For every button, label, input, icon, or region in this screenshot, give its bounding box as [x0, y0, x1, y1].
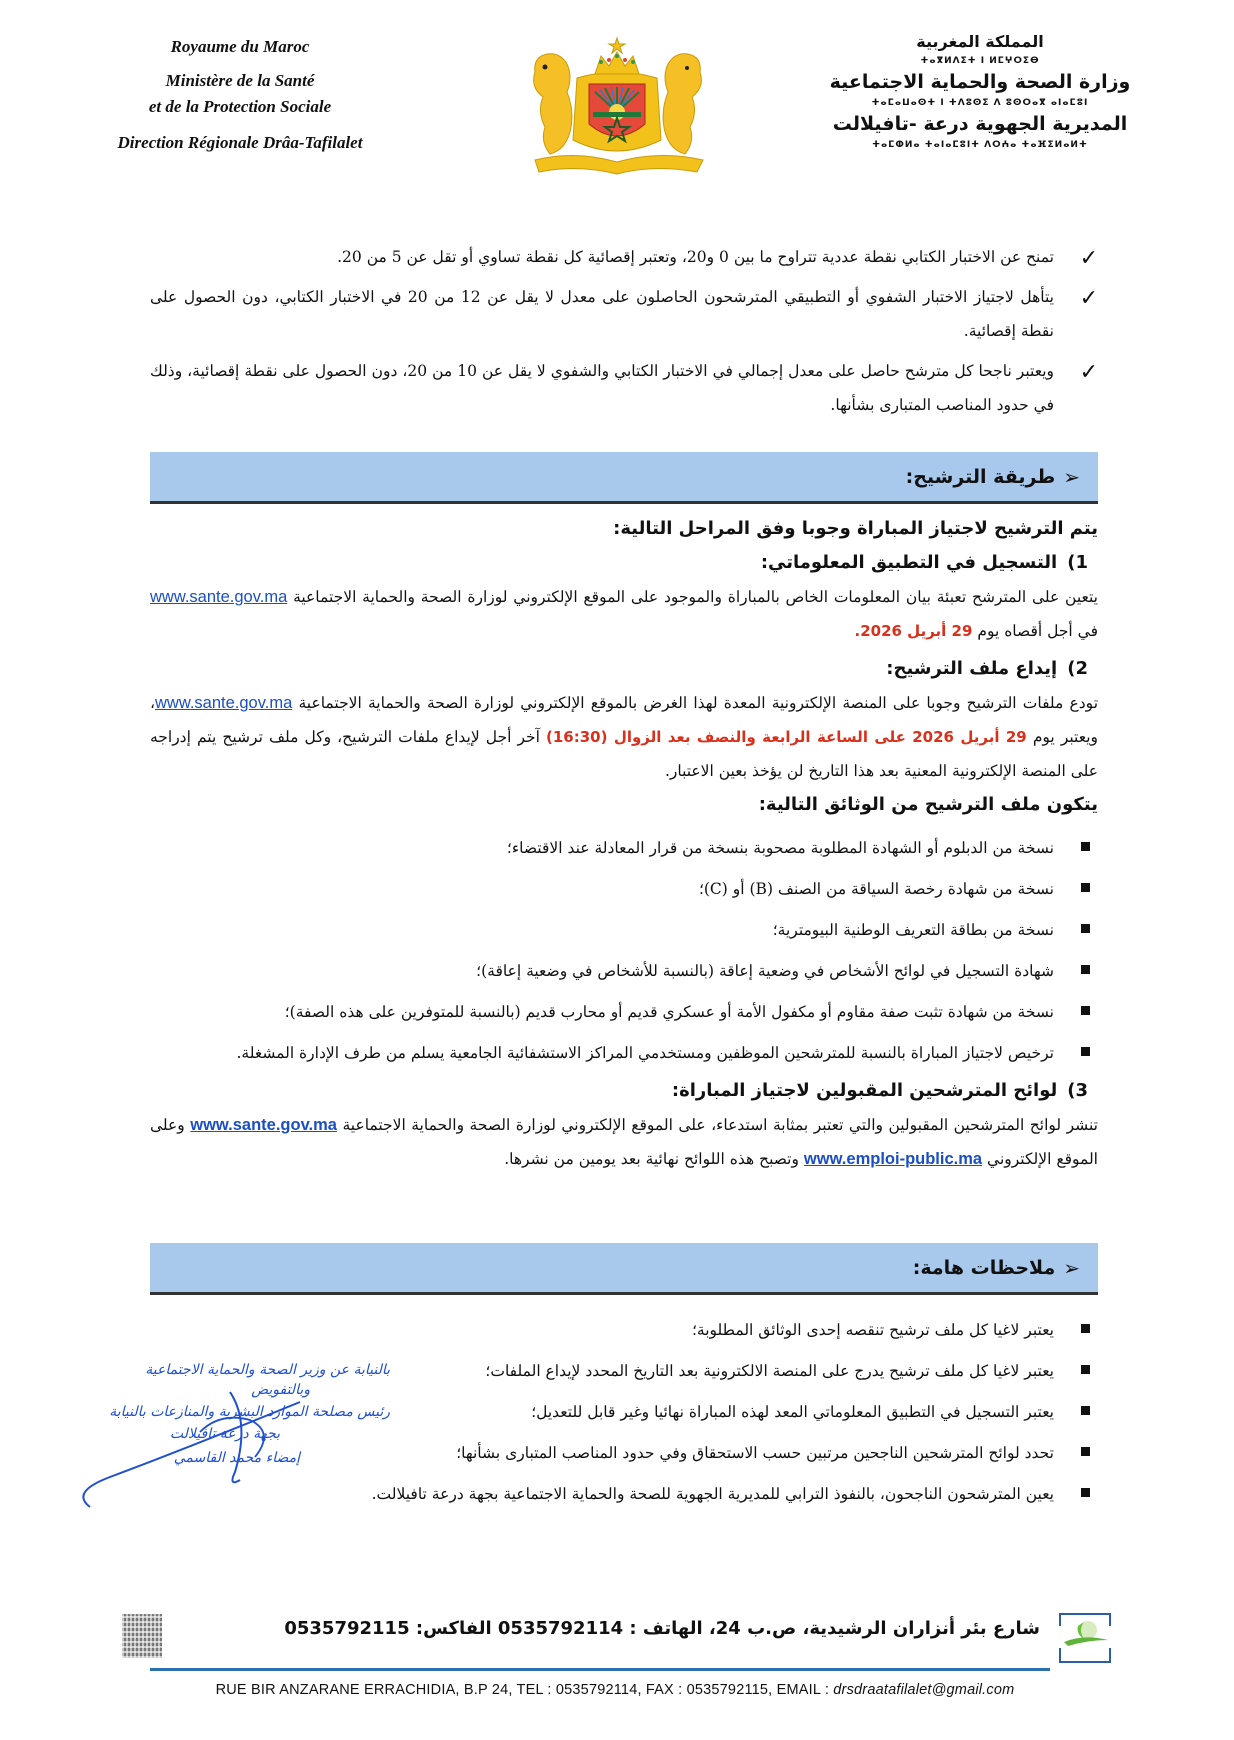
section-title: ملاحظات هامة:	[912, 1256, 1056, 1279]
footer-divider	[150, 1668, 1050, 1671]
step-label: إيداع ملف الترشيح:	[886, 658, 1058, 679]
criteria-text: ويعتبر ناجحا كل مترشح حاصل على معدل إجمالي في الاختبار الكتابي والشفوي لا يقل عن 10 من 20، دون الحصول على نقطة إقصائية، وذلك في حدود المناصب المتبارى بشأنها.	[150, 362, 1054, 414]
checkmark-icon: ✓	[1079, 360, 1098, 385]
note-text: يعين المترشحون الناجحون، بالنفوذ الترابي للمديرية الجهوية للصحة والحماية الاجتماعية بجهة درعة تافيلالت.	[371, 1485, 1054, 1503]
square-bullet-icon	[1081, 1488, 1090, 1497]
header-french	[60, 34, 420, 156]
document-text: نسخة من بطاقة التعريف الوطنية البيومترية؛	[772, 921, 1054, 939]
criteria-item	[150, 280, 1098, 348]
arrow-icon: ➢	[1063, 464, 1080, 489]
document-item	[150, 869, 1098, 910]
criteria-list	[150, 240, 1098, 428]
footer-address-text: RUE BIR ANZARANE ERRACHIDIA, B.P 24, TEL : 0535792114, FAX : 0535792115, EMAIL :	[215, 1682, 830, 1698]
square-bullet-icon	[1081, 1365, 1090, 1374]
kingdom-name-ar: المملكة المغربية	[916, 32, 1044, 51]
paragraph-text: وتصبح هذه اللوائح نهائية بعد يومين من نشرها.	[504, 1150, 799, 1168]
checkmark-icon: ✓	[1079, 246, 1098, 271]
direction-name-fr: Direction Régionale Drâa-Tafilalet	[117, 133, 363, 152]
paragraph-text: ، ويعتبر يوم	[150, 694, 1099, 746]
step-3-title	[150, 1074, 1098, 1108]
header-arabic	[800, 30, 1160, 152]
deadline-date: 29 أبريل 2026.	[854, 622, 973, 640]
square-bullet-icon	[1081, 842, 1090, 851]
signature-line: إمضاء محمد القاسمي	[173, 1450, 300, 1466]
sante-link[interactable]: www.sante.gov.ma	[155, 694, 293, 712]
signature-line: بالنيابة عن وزير الصحة والحماية الاجتماعية	[145, 1362, 390, 1378]
document-text: ترخيص لاجتياز المباراة بالنسبة للمترشحين الموظفين ومستخدمي المراكز الاستشفائية الجامعية يسلم من طرف الإدارة المشغلة.	[236, 1044, 1054, 1062]
paragraph-text: تنشر لوائح المترشحين المقبولين والتي تعتبر بمثابة استدعاء، على الموقع الإلكتروني لوزارة الصحة والحماية الاجتماعية	[342, 1116, 1098, 1134]
square-bullet-icon	[1081, 924, 1090, 933]
step-label: لوائح المترشحين المقبولين لاجتياز المباراة:	[671, 1080, 1058, 1101]
step-3-text	[150, 1108, 1098, 1176]
step-label: التسجيل في التطبيق المعلوماتي:	[760, 552, 1058, 573]
kingdom-name-tifinagh: ⵜⴰⴳⵍⴷⵉⵜ ⵏ ⵍⵎⵖⵔⵉⴱ	[920, 56, 1040, 66]
sante-link[interactable]: www.sante.gov.ma	[150, 588, 288, 606]
step-number: 1)	[1067, 552, 1088, 573]
ministry-logo-icon	[1058, 1612, 1112, 1664]
checkmark-icon: ✓	[1079, 286, 1098, 311]
document-text: نسخة من شهادة تثبت صفة مقاوم أو مكفول الأمة أو عسكري قديم أو محارب قديم (بالنسبة للمتوفرين على هذه الصفة)؛	[284, 1003, 1054, 1021]
handwritten-signature-icon	[50, 1362, 390, 1512]
paragraph-text: وعلى الموقع الإلكتروني	[150, 1116, 1098, 1168]
note-text: يعتبر التسجيل في التطبيق المعلوماتي المعد لهذه المباراة نهائيا وغير قابل للتعديل؛	[531, 1403, 1054, 1421]
kingdom-name-fr: Royaume du Maroc	[170, 37, 310, 56]
step-1-text	[150, 580, 1098, 648]
method-intro: يتم الترشيح لاجتياز المباراة وجوبا وفق المراحل التالية:	[613, 518, 1098, 539]
step-2-text	[150, 686, 1098, 788]
arrow-icon: ➢	[1063, 1255, 1080, 1280]
ministry-name-fr-2: et de la Protection Sociale	[148, 97, 332, 116]
criteria-item	[150, 240, 1098, 274]
section-header-method	[150, 452, 1098, 504]
criteria-text: تمنح عن الاختبار الكتابي نقطة عددية تتراوح ما بين 0 و20، وتعتبر إقصائية كل نقطة تساوي أو تقل عن 5 من 20.	[337, 248, 1054, 266]
note-text: يعتبر لاغيا كل ملف ترشيح يدرج على المنصة الالكترونية بعد التاريخ المحدد لإيداع الملفات؛	[485, 1362, 1054, 1380]
paragraph-text: تودع ملفات الترشيح وجوبا على المنصة الإلكترونية المعدة لهذا الغرض بالموقع الإلكتروني لوزارة الصحة والحماية الاجتماعية	[298, 694, 1099, 712]
step-number: 3)	[1067, 1080, 1088, 1101]
ministry-name-ar: وزارة الصحة والحماية الاجتماعية	[829, 71, 1131, 93]
signature-stamp	[50, 1362, 390, 1512]
square-bullet-icon	[1081, 1406, 1090, 1415]
direction-name-ar: المديرية الجهوية درعة -تافيلالت	[832, 113, 1128, 135]
square-bullet-icon	[1081, 1447, 1090, 1456]
document-item	[150, 951, 1098, 992]
direction-name-tifinagh: ⵜⴰⵎⵀⵍⴰ ⵜⴰⵏⴰⵎⵓⵏⵜ ⴷⵔⵄⴰ ⵜⴰⴼⵉⵍⴰⵍⵜ	[872, 140, 1088, 150]
square-bullet-icon	[1081, 1324, 1090, 1333]
footer-address-ar: شارع بئر أنزاران الرشيدية، ص.ب 24، الهاتف : 0535792114 الفاكس: 0535792115	[284, 1618, 1040, 1639]
note-text: تحدد لوائح المترشحين الناجحين مرتبين حسب الاستحقاق وفي حدود المناصب المتبارى بشأنها؛	[456, 1444, 1054, 1462]
documents-title: يتكون ملف الترشيح من الوثائق التالية:	[758, 794, 1098, 815]
documents-list	[150, 828, 1098, 1074]
qr-code-icon	[122, 1614, 162, 1658]
method-body	[150, 512, 1098, 1176]
square-bullet-icon	[1081, 965, 1090, 974]
emploi-public-link[interactable]: www.emploi-public.ma	[803, 1150, 983, 1168]
footer-email[interactable]: drsdraatafilalet@gmail.com	[833, 1682, 1015, 1698]
document-text: شهادة التسجيل في لوائح الأشخاص في وضعية إعاقة (بالنسبة للأشخاص في وضعية إعاقة)؛	[476, 962, 1054, 980]
square-bullet-icon	[1081, 1006, 1090, 1015]
document-item	[150, 910, 1098, 951]
document-item	[150, 1033, 1098, 1074]
ministry-name-fr-1: Ministère de la Santé	[165, 71, 315, 90]
paragraph-text: آخر أجل لإيداع ملفات الترشيح، وكل ملف ترشيح يتم إدراجه على المنصة الإلكترونية المعنية بعد هذا التاريخ لن يؤخذ بعين الاعتبار.	[150, 728, 1098, 780]
signature-line: بجهة درعة تافيلالت	[169, 1426, 280, 1442]
document-item	[150, 992, 1098, 1033]
coat-of-arms-icon	[515, 32, 720, 182]
square-bullet-icon	[1081, 883, 1090, 892]
paragraph-text: يتعين على المترشح تعبئة بيان المعلومات الخاص بالمباراة والموجود على الموقع الإلكتروني لوزارة الصحة والحماية الاجتماعية	[293, 588, 1098, 606]
ministry-name-tifinagh: ⵜⴰⵎⴰⵡⴰⵙⵜ ⵏ ⵜⴷⵓⵙⵉ ⴷ ⵓⵙⵔⴰⴳ ⴰⵏⴰⵎⵓⵏ	[871, 98, 1089, 108]
note-item	[150, 1310, 1098, 1351]
footer-address-fr	[110, 1682, 1120, 1698]
step-number: 2)	[1067, 658, 1088, 679]
square-bullet-icon	[1081, 1047, 1090, 1056]
paragraph-text: في أجل أقصاه يوم	[977, 622, 1098, 640]
section-header-notes	[150, 1243, 1098, 1295]
note-text: يعتبر لاغيا كل ملف ترشيح تنقصه إحدى الوثائق المطلوبة؛	[691, 1321, 1054, 1339]
criteria-text: يتأهل لاجتياز الاختبار الشفوي أو التطبيقي المترشحون الحاصلون على معدل لا يقل عن 12 من 20 في الاختبار الكتابي، دون الحصول على نقطة إقصائية.	[150, 288, 1054, 340]
signature-line: رئيس مصلحة الموارد البشرية والمنازعات بالنيابة	[109, 1404, 390, 1420]
sante-link[interactable]: www.sante.gov.ma	[190, 1116, 337, 1134]
deadline-datetime: 29 أبريل 2026 على الساعة الرابعة والنصف بعد الزوال (16:30)	[545, 728, 1027, 746]
criteria-item	[150, 354, 1098, 422]
document-item	[150, 828, 1098, 869]
section-title: طريقة الترشيح:	[905, 465, 1056, 488]
step-2-title	[150, 652, 1098, 686]
document-text: نسخة من شهادة رخصة السياقة من الصنف (B) أو (C)؛	[698, 880, 1054, 898]
document-text: نسخة من الدبلوم أو الشهادة المطلوبة مصحوبة بنسخة من قرار المعادلة عند الاقتضاء؛	[506, 839, 1054, 857]
signature-line: وبالتفويض	[251, 1382, 310, 1398]
step-1-title	[150, 546, 1098, 580]
